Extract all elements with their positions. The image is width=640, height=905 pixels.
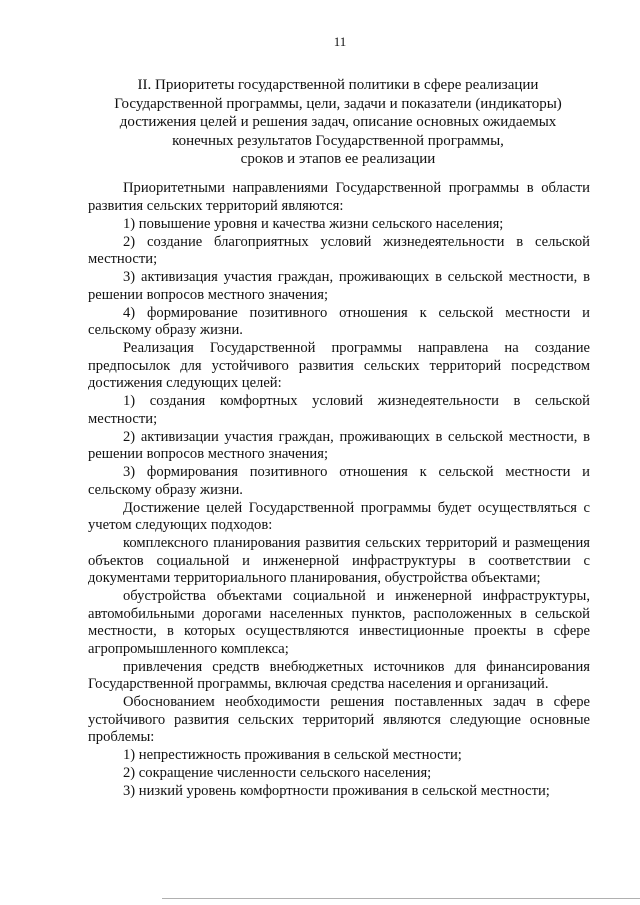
- heading-line: Государственной программы, цели, задачи и показатели (индикаторы): [114, 95, 562, 112]
- priority-item: 4) формирование позитивного отношения к сельской местности и сельскому образу жизни.: [88, 304, 590, 338]
- goal-item: 2) активизации участия граждан, проживающих в сельской местности, в решении вопросов местного значения;: [88, 428, 590, 462]
- approach-item: привлечения средств внебюджетных источников для финансирования Государственной программы, включая средства населения и организаций.: [88, 658, 590, 692]
- intro-paragraph: Приоритетными направлениями Государственной программы в области развития сельских территорий являются:: [88, 180, 590, 214]
- priority-item: 2) создание благоприятных условий жизнедеятельности в сельской местности;: [88, 233, 590, 267]
- heading-line: сроков и этапов ее реализации: [240, 151, 436, 167]
- priority-item: 3) активизация участия граждан, проживающих в сельской местности, в решении вопросов местного значения;: [88, 269, 590, 303]
- goals-intro-paragraph: Реализация Государственной программы направлена на создание предпосылок для устойчивого развития сельских территорий посредством достижения следующих целей:: [88, 340, 590, 391]
- heading-line: конечных результатов Государственной программы,: [172, 132, 504, 149]
- problems-intro-paragraph: Обоснованием необходимости решения поставленных задач в сфере устойчивого развития сельских территорий являются следующие основные проблемы:: [88, 694, 590, 745]
- section-heading: [88, 76, 588, 169]
- document-body: [88, 180, 590, 801]
- page-number: 11: [333, 34, 347, 49]
- heading-line: достижения целей и решения задач, описание основных ожидаемых: [119, 114, 557, 130]
- goal-item: 1) создания комфортных условий жизнедеятельности в сельской местности;: [88, 393, 590, 427]
- approach-item: комплексного планирования развития сельских территорий и размещения объектов социальной и инженерной инфраструктуры в соответствии с документами территориального планирования, обустройства объектами;: [88, 535, 590, 586]
- problem-item: 2) сокращение численности сельского населения;: [123, 765, 432, 781]
- goal-item: 3) формирования позитивного отношения к сельской местности и сельскому образу жизни.: [88, 464, 590, 498]
- heading-line: II. Приоритеты государственной политики в сфере реализации: [137, 77, 539, 93]
- bottom-rule: [162, 898, 640, 899]
- problem-item: 1) непрестижность проживания в сельской местности;: [123, 747, 462, 763]
- approaches-intro-paragraph: Достижение целей Государственной программы будет осуществляться с учетом следующих подходов:: [88, 499, 590, 533]
- approach-item: обустройства объектами социальной и инженерной инфраструктуры, автомобильными дорогами населенных пунктов, расположенных в сельской местности, в которых осуществляются инвестиционные проекты в сфере агропромышленного комплекса;: [88, 588, 590, 657]
- problem-item: 3) низкий уровень комфортности проживания в сельской местности;: [123, 783, 550, 799]
- priority-item: 1) повышение уровня и качества жизни сельского населения;: [123, 215, 504, 232]
